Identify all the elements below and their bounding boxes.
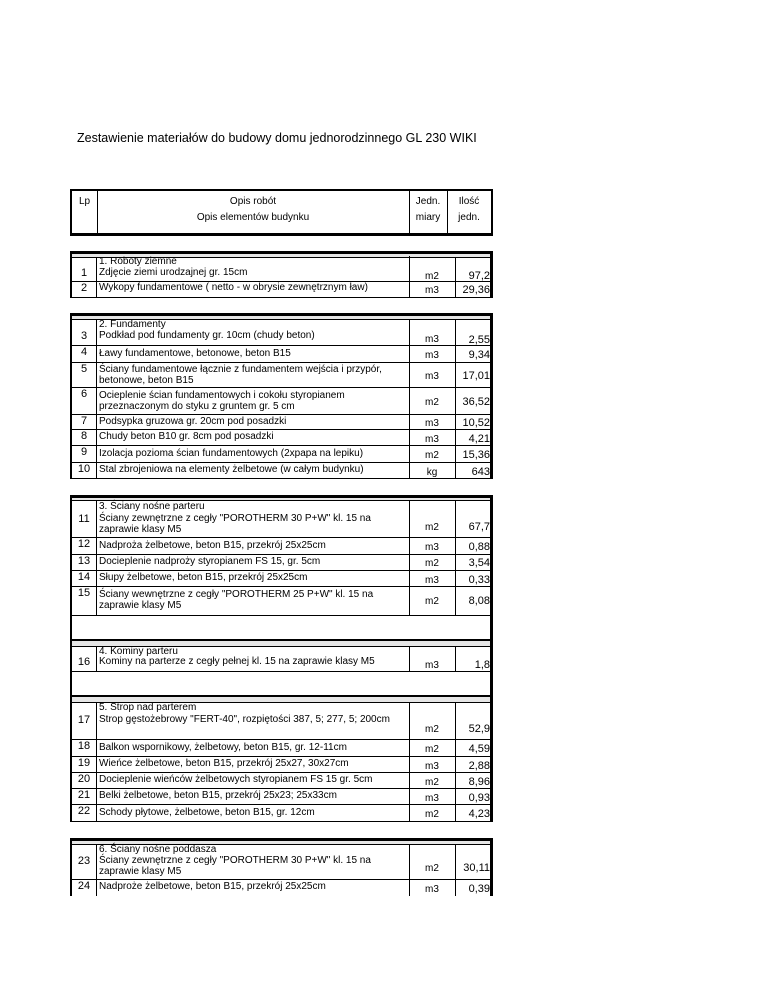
row-lp: 16	[72, 656, 97, 671]
row-lp: 10	[72, 463, 97, 478]
row-lp: 19	[72, 757, 97, 772]
row-qty: 3,54	[468, 557, 490, 569]
row-qty: 17,01	[462, 370, 490, 382]
row-unit: m3	[409, 880, 456, 896]
row-lp: 14	[72, 571, 97, 586]
section-title: 1. Roboty ziemne	[99, 256, 410, 267]
table-header	[70, 189, 493, 236]
row-lp: 15	[72, 587, 97, 615]
table-row	[70, 713, 493, 740]
row-qty: 52,9	[468, 723, 490, 735]
row-qty: 67,7	[468, 521, 490, 533]
row-lp: 3	[72, 330, 97, 345]
table-row	[70, 740, 493, 757]
row-desc: Strop gęstożebrowy "FERT-40", rozpiętości 387, 5; 277, 5; 200cm	[99, 713, 410, 739]
header-qty-cell	[447, 191, 491, 233]
row-lp: 18	[72, 740, 97, 756]
row-unit: m3	[409, 789, 456, 804]
row-desc: Nadproża żelbetowe, beton B15, przekrój 25x25cm	[99, 538, 410, 554]
row-desc: Belki żelbetowe, beton B15, przekrój 25x23; 25x33cm	[99, 789, 410, 804]
row-desc: Izolacja pozioma ścian fundamentowych (2xpapa na lepiku)	[99, 446, 410, 462]
row-unit: m2	[409, 388, 456, 414]
row-qty: 0,93	[468, 792, 490, 804]
row-qty: 8,96	[468, 776, 490, 788]
section-heading	[70, 320, 493, 330]
row-desc: Ławy fundamentowe, betonowe, beton B15	[99, 346, 410, 362]
row-lp: 21	[72, 789, 97, 804]
row-unit: m3	[409, 346, 456, 362]
row-unit: m2	[409, 267, 456, 281]
row-unit: m2	[409, 513, 456, 537]
row-lp: 1	[72, 267, 97, 281]
row-desc: Wykopy fundamentowe ( netto - w obrysie zewnętrznym ław)	[99, 282, 410, 297]
row-qty: 97,2	[468, 270, 490, 282]
row-unit: m2	[409, 805, 456, 821]
row-qty: 1,8	[474, 659, 490, 671]
table-row	[70, 555, 493, 571]
section-heading	[70, 501, 493, 513]
row-desc: Chudy beton B10 gr. 8cm pod posadzki	[99, 430, 410, 445]
table-row	[70, 789, 493, 805]
row-desc: Ocieplenie ścian fundamentowych i cokołu styropianem przeznaczonym do styku z gruntem gr. 5 cm	[99, 388, 410, 414]
table-row	[70, 656, 493, 672]
row-unit: m3	[409, 538, 456, 554]
row-desc: Ściany zewnętrzne z cegły "POROTHERM 30 P+W" kl. 15 na zaprawie klasy M5	[99, 855, 410, 879]
row-unit: m2	[409, 855, 456, 879]
header-unit-cell	[409, 191, 448, 233]
header-lp: Lp	[78, 196, 91, 207]
row-unit: m2	[409, 713, 456, 739]
section-heading	[70, 647, 493, 656]
row-lp: 12	[72, 538, 97, 554]
header-jedn-qty: jedn.	[458, 212, 480, 223]
row-lp: 24	[72, 880, 97, 896]
row-unit: m3	[409, 330, 456, 345]
header-opis-elementow: Opis elementów budynku	[196, 212, 310, 223]
header-opis-robot: Opis robót	[229, 196, 277, 207]
row-lp: 4	[72, 346, 97, 362]
row-qty: 0,39	[468, 883, 490, 895]
row-lp: 11	[72, 513, 97, 537]
row-lp: 2	[72, 282, 97, 297]
row-qty: 4,59	[468, 743, 490, 755]
row-qty: 10,52	[462, 417, 490, 429]
row-qty: 0,88	[468, 541, 490, 553]
row-desc: Stal zbrojeniowa na elementy żelbetowe (w całym budynku)	[99, 463, 410, 478]
row-desc: Podsypka gruzowa gr. 20cm pod posadzki	[99, 415, 410, 429]
row-desc: Ściany zewnętrzne z cegły "POROTHERM 30 P+W" kl. 15 na zaprawie klasy M5	[99, 513, 410, 537]
header-miary: miary	[415, 212, 441, 223]
row-desc: Podkład pod fundamenty gr. 10cm (chudy beton)	[99, 330, 410, 345]
table-row	[70, 430, 493, 446]
row-unit: m2	[409, 555, 456, 570]
row-desc: Ściany fundamentowe łącznie z fundamentem wejścia i przypór, betonowe, beton B15	[99, 363, 410, 387]
row-desc: Słupy żelbetowe, beton B15, przekrój 25x25cm	[99, 571, 410, 586]
row-desc: Zdjęcie ziemi urodzajnej gr. 15cm	[99, 267, 410, 281]
section-heading	[70, 845, 493, 855]
row-unit: m2	[409, 446, 456, 462]
row-lp: 13	[72, 555, 97, 570]
row-qty: 8,08	[468, 595, 490, 607]
document-title: Zestawienie materiałów do budowy domu jednorodzinnego GL 230 WIKI	[77, 131, 477, 145]
row-lp: 9	[72, 446, 97, 462]
row-unit: m2	[409, 587, 456, 615]
header-ilosc: Ilość	[458, 196, 480, 207]
section-title: 3. Ściany nośne parteru	[99, 501, 410, 513]
table-row	[70, 538, 493, 555]
row-qty: 30,11	[463, 862, 490, 874]
row-qty: 9,34	[468, 349, 490, 361]
row-lp: 20	[72, 773, 97, 788]
row-qty: 15,36	[462, 449, 490, 461]
table-row	[70, 513, 493, 538]
table-row	[70, 446, 493, 463]
table-row	[70, 388, 493, 415]
row-lp: 22	[72, 805, 97, 821]
row-qty: 4,21	[468, 433, 490, 445]
row-desc: Kominy na parterze z cegły pełnej kl. 15 na zaprawie klasy M5	[99, 656, 410, 671]
row-unit: m3	[409, 430, 456, 445]
table-row	[70, 855, 493, 880]
row-unit: m2	[409, 740, 456, 756]
table-row	[70, 587, 493, 616]
section-title: 4. Kominy parteru	[99, 646, 410, 656]
row-lp: 8	[72, 430, 97, 445]
row-desc: Balkon wspornikowy, żelbetowy, beton B15, gr. 12-11cm	[99, 740, 410, 756]
row-qty: 2,88	[468, 760, 490, 772]
row-qty: 36,52	[462, 396, 490, 408]
row-qty: 0,33	[468, 574, 490, 586]
table-row	[70, 571, 493, 587]
table-row	[70, 805, 493, 822]
empty-row	[70, 672, 493, 696]
row-lp: 5	[72, 363, 97, 387]
row-unit: m2	[409, 773, 456, 788]
section-title: 6. Ściany nośne poddasza	[99, 844, 410, 855]
row-lp: 7	[72, 415, 97, 429]
section-heading	[70, 258, 493, 267]
row-desc: Docieplenie wieńców żelbetowych styropianem FS 15 gr. 5cm	[99, 773, 410, 788]
row-unit: m3	[409, 415, 456, 429]
row-unit: m3	[409, 571, 456, 586]
row-unit: m3	[409, 282, 456, 297]
table-row	[70, 757, 493, 773]
table-row	[70, 415, 493, 430]
table-row	[70, 267, 493, 282]
row-qty: 2,55	[468, 334, 490, 346]
header-desc-cell	[97, 191, 410, 233]
empty-row	[70, 616, 493, 640]
row-qty: 29,36	[462, 284, 490, 296]
row-qty: 4,23	[468, 808, 490, 820]
row-qty: 643	[471, 466, 490, 478]
row-desc: Wieńce żelbetowe, beton B15, przekrój 25x27, 30x27cm	[99, 757, 410, 772]
row-unit: m3	[409, 363, 456, 387]
header-lp-cell	[72, 191, 98, 233]
table-row	[70, 773, 493, 789]
row-lp: 23	[72, 855, 97, 879]
row-desc: Docieplenie nadproży styropianem FS 15, gr. 5cm	[99, 555, 410, 570]
table-row	[70, 346, 493, 363]
table-row	[70, 880, 493, 896]
row-unit: kg	[409, 463, 456, 478]
table-row	[70, 363, 493, 388]
row-desc: Ściany wewnętrzne z cegły "POROTHERM 25 P+W" kl. 15 na zaprawie klasy M5	[99, 587, 410, 615]
section-heading	[70, 703, 493, 713]
table-row	[70, 282, 493, 298]
row-desc: Schody płytowe, żelbetowe, beton B15, gr. 12cm	[99, 805, 410, 821]
row-unit: m3	[409, 757, 456, 772]
row-desc: Nadproże żelbetowe, beton B15, przekrój 25x25cm	[99, 880, 410, 896]
table-row	[70, 330, 493, 346]
row-lp: 17	[72, 713, 97, 739]
section-title: 5. Strop nad parterem	[99, 702, 410, 713]
table-row	[70, 463, 493, 479]
row-lp: 6	[72, 388, 97, 414]
row-unit: m3	[409, 656, 456, 671]
header-jedn: Jedn.	[415, 196, 441, 207]
section-title: 2. Fundamenty	[99, 319, 410, 330]
